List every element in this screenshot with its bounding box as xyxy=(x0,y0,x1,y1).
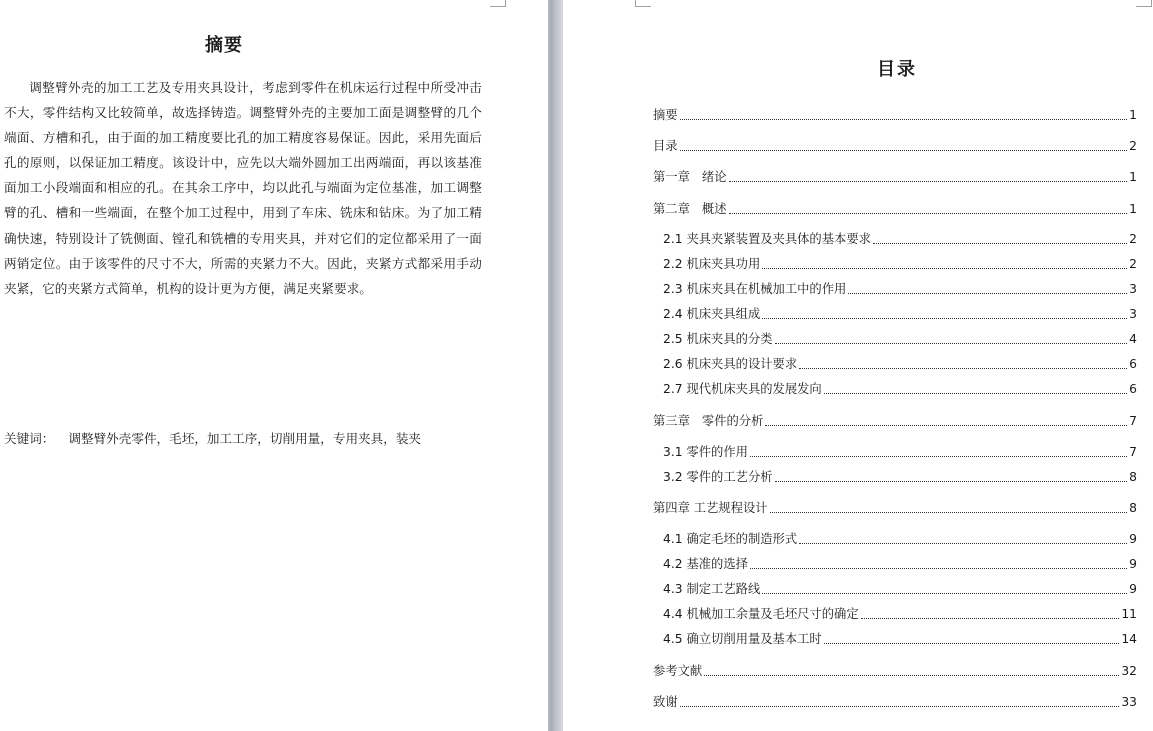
crop-mark xyxy=(490,0,506,7)
toc-entry[interactable] xyxy=(663,381,1137,397)
toc-entry-page: 4 xyxy=(1129,332,1137,346)
toc-entry-page: 9 xyxy=(1129,582,1137,596)
toc-entry-label: 零件的分析 xyxy=(701,414,764,428)
toc-entry-label: 第四章 工艺规程设计 xyxy=(653,501,768,515)
toc-entry-label: 4.3 制定工艺路线 xyxy=(663,582,761,596)
toc-leader-dots xyxy=(704,674,1119,676)
toc-entry-page: 9 xyxy=(1129,557,1137,571)
toc-entry-label: 4.4 机械加工余量及毛坯尺寸的确定 xyxy=(663,607,859,621)
toc-entry-label: 参考文献 xyxy=(653,664,703,678)
toc-entry-label: 3.1 零件的作用 xyxy=(663,445,748,459)
toc-entry-chapter: 第一章 xyxy=(653,170,690,184)
toc-entry[interactable] xyxy=(663,606,1137,622)
toc-entry-label: 2.2 机床夹具功用 xyxy=(663,257,761,271)
crop-mark xyxy=(1136,0,1152,7)
toc-leader-dots xyxy=(680,705,1120,707)
toc-entry-label: 2.1 夹具夹紧装置及夹具体的基本要求 xyxy=(663,232,871,246)
toc-leader-dots xyxy=(729,180,1128,182)
toc-entry-label: 2.7 现代机床夹具的发展发向 xyxy=(663,382,822,396)
toc-leader-dots xyxy=(770,511,1128,513)
toc-entry-label: 2.3 机床夹具在机械加工中的作用 xyxy=(663,282,847,296)
toc-entry-page: 11 xyxy=(1121,607,1137,621)
toc-leader-dots xyxy=(861,617,1120,619)
toc-entry-label: 4.2 基准的选择 xyxy=(663,557,748,571)
toc-leader-dots xyxy=(824,642,1120,644)
toc-leader-dots xyxy=(848,292,1127,294)
toc-entry-page: 3 xyxy=(1129,307,1137,321)
toc-entry[interactable] xyxy=(663,231,1137,247)
toc-leader-dots xyxy=(799,367,1127,369)
toc-page xyxy=(563,0,1153,731)
abstract-body: 调整臂外壳的加工工艺及专用夹具设计，考虑到零件在机床运行过程中所受冲击不大，零件结构又比较简单，故选择铸造。调整臂外壳的主要加工面是调整臂的几个端面、方槽和孔，由于面的加工精度要比孔的加工精度容易保证。因此，采用先面后孔的原则，以保证加工精度。该设计中，应先以大端外圆加工出两端面，再以该基准面加工小段端面和相应的孔。在其余工序中，均以此孔与端面为定位基准，加工调整臂的孔、槽和一些端面，在整个加工过程中，用到了车床、铣床和钻床。为了加工精确快速，特别设计了铣侧面、镗孔和铣槽的专用夹具，并对它们的定位都采用了一面两销定位。由于该零件的尺寸不大，所需的夹紧力不大。因此，夹紧方式都采用手动夹紧，它的夹紧方式简单，机构的设计更为方便，满足夹紧要求。 xyxy=(4,80,482,296)
toc-entry-page: 3 xyxy=(1129,282,1137,296)
toc-leader-dots xyxy=(765,424,1127,426)
toc-entry[interactable] xyxy=(653,138,1137,154)
toc-entry-label: 摘要 xyxy=(653,108,678,122)
toc-entry[interactable] xyxy=(653,500,1137,516)
toc-entry-page: 2 xyxy=(1129,232,1137,246)
toc-entry[interactable] xyxy=(663,531,1137,547)
toc-entry-label: 致谢 xyxy=(653,695,678,709)
toc-leader-dots xyxy=(873,242,1127,244)
abstract-title: 摘要 xyxy=(205,35,243,56)
toc-entry-label: 4.1 确定毛坯的制造形式 xyxy=(663,532,798,546)
toc-entry-page: 32 xyxy=(1121,664,1137,678)
toc-entry-chapter: 第二章 xyxy=(653,202,690,216)
toc-entry-page: 6 xyxy=(1129,357,1137,371)
toc-entry-page: 8 xyxy=(1129,470,1137,484)
toc-entry-label: 概述 xyxy=(701,202,727,216)
toc-entry[interactable] xyxy=(663,306,1137,322)
toc-entry[interactable] xyxy=(653,663,1137,679)
toc-leader-dots xyxy=(680,149,1128,151)
toc-entry-page: 2 xyxy=(1129,257,1137,271)
toc-leader-dots xyxy=(762,267,1127,269)
toc-entry-page: 6 xyxy=(1129,382,1137,396)
toc-entry[interactable] xyxy=(663,281,1137,297)
toc-entry[interactable] xyxy=(663,631,1137,647)
toc-entry-label: 2.5 机床夹具的分类 xyxy=(663,332,773,346)
toc-entry[interactable] xyxy=(663,331,1137,347)
toc-entry[interactable] xyxy=(663,256,1137,272)
keywords-line xyxy=(4,428,421,447)
toc-title: 目录 xyxy=(877,59,917,80)
toc-leader-dots xyxy=(762,592,1127,594)
toc-entry-chapter: 第三章 xyxy=(653,414,690,428)
toc-entry[interactable] xyxy=(653,107,1137,123)
page-gap xyxy=(548,0,563,731)
toc-entry[interactable] xyxy=(653,694,1137,710)
keywords-value: 调整臂外壳零件，毛坯，加工工序，切削用量，专用夹具，装夹 xyxy=(68,431,421,446)
toc-leader-dots xyxy=(750,455,1127,457)
toc-entry[interactable] xyxy=(653,201,1137,217)
abstract-page xyxy=(0,0,548,731)
toc-leader-dots xyxy=(775,480,1128,482)
toc-leader-dots xyxy=(799,542,1127,544)
toc-leader-dots xyxy=(750,567,1127,569)
toc-entry-label: 2.6 机床夹具的设计要求 xyxy=(663,357,798,371)
toc-entry-label: 3.2 零件的工艺分析 xyxy=(663,470,773,484)
toc-entry[interactable] xyxy=(663,581,1137,597)
toc-entry-page: 7 xyxy=(1129,414,1137,428)
keywords-label: 关键词： xyxy=(4,431,55,446)
toc-entry-page: 9 xyxy=(1129,532,1137,546)
toc-leader-dots xyxy=(762,317,1127,319)
toc-entry-page: 1 xyxy=(1129,170,1137,184)
toc-leader-dots xyxy=(680,118,1128,120)
toc-entry-page: 2 xyxy=(1129,139,1137,153)
toc-entry-label: 目录 xyxy=(653,139,678,153)
toc-leader-dots xyxy=(729,212,1128,214)
toc-entry-page: 1 xyxy=(1129,202,1137,216)
toc-entry[interactable] xyxy=(663,556,1137,572)
toc-entry-page: 1 xyxy=(1129,108,1137,122)
toc-entry-page: 33 xyxy=(1121,695,1137,709)
crop-mark xyxy=(635,0,651,7)
toc-entry-page: 14 xyxy=(1121,632,1137,646)
toc-entry[interactable] xyxy=(663,469,1137,485)
toc-entry-page: 8 xyxy=(1129,501,1137,515)
toc-entry[interactable] xyxy=(653,169,1137,185)
toc-entry-label: 绪论 xyxy=(701,170,727,184)
toc-entry[interactable] xyxy=(663,444,1137,460)
toc-entry-label: 2.4 机床夹具组成 xyxy=(663,307,761,321)
toc-leader-dots xyxy=(775,342,1128,344)
toc-leader-dots xyxy=(824,392,1127,394)
toc-entry[interactable] xyxy=(663,356,1137,372)
toc-entry[interactable] xyxy=(653,413,1137,429)
toc-entry-label: 4.5 确立切削用量及基本工时 xyxy=(663,632,822,646)
toc-entry-page: 7 xyxy=(1129,445,1137,459)
